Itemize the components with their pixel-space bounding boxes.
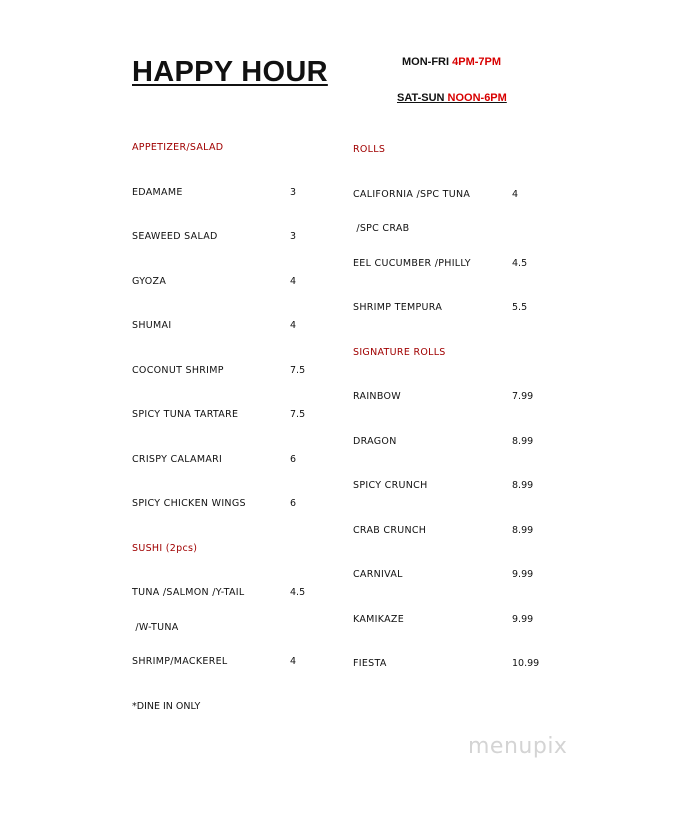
menu-item-price: 4 <box>290 320 297 331</box>
menu-item-price: 8.99 <box>512 436 534 447</box>
menu-item-price: 4 <box>290 276 297 287</box>
menu-item-price: 4.5 <box>512 258 528 269</box>
menu-item-name: SHRIMP TEMPURA <box>353 302 443 313</box>
section-title-sushi: SUSHI (2pcs) <box>132 543 198 554</box>
menu-item-name: GYOZA <box>132 276 167 287</box>
weekday-label: MON-FRI <box>402 56 450 68</box>
menu-item-price: 8.99 <box>512 480 534 491</box>
weekend-time: NOON-6PM <box>447 92 507 104</box>
menu-item-name: SPICY TUNA TARTARE <box>132 409 239 420</box>
menu-item-price: 9.99 <box>512 614 534 625</box>
menu-item-name: SHUMAI <box>132 320 172 331</box>
weekday-time: 4PM-7PM <box>452 56 502 68</box>
menu-item-price: 4 <box>512 189 519 200</box>
menu-item-name: RAINBOW <box>353 391 401 402</box>
menu-item-price: 7.99 <box>512 391 534 402</box>
menu-item-price: 3 <box>290 187 297 198</box>
menu-item-price: 4 <box>290 656 297 667</box>
section-title-appetizer: APPETIZER/SALAD <box>132 142 224 153</box>
dine-in-note: *DINE IN ONLY <box>132 701 201 712</box>
menu-item-price: 7.5 <box>290 365 306 376</box>
menu-item-price: 9.99 <box>512 569 534 580</box>
menu-item-price: 3 <box>290 231 297 242</box>
weekend-label: SAT-SUN <box>397 92 445 104</box>
menu-item-continuation: /SPC CRAB <box>353 223 410 234</box>
weekend-schedule <box>397 92 507 104</box>
section-title-signature: SIGNATURE ROLLS <box>353 347 446 358</box>
menu-item-name: CARNIVAL <box>353 569 403 580</box>
menu-item-price: 10.99 <box>512 658 540 669</box>
weekday-schedule <box>402 56 501 68</box>
menu-item-continuation: /W-TUNA <box>132 622 179 633</box>
menu-item-price: 6 <box>290 498 297 509</box>
menu-item-name: COCONUT SHRIMP <box>132 365 224 376</box>
menu-item-name: KAMIKAZE <box>353 614 405 625</box>
menu-item-price: 6 <box>290 454 297 465</box>
section-title-rolls: ROLLS <box>353 144 386 155</box>
menu-item-name: EDAMAME <box>132 187 183 198</box>
menu-item-name: TUNA /SALMON /Y-TAIL <box>132 587 245 598</box>
menu-item-name: SEAWEED SALAD <box>132 231 218 242</box>
menu-item-name: CALIFORNIA /SPC TUNA <box>353 189 471 200</box>
menu-item-name: EEL CUCUMBER /PHILLY <box>353 258 471 269</box>
menu-item-name: CRAB CRUNCH <box>353 525 427 536</box>
watermark-logo: menupix <box>468 734 568 759</box>
menu-item-price: 4.5 <box>290 587 306 598</box>
menu-item-name: CRISPY CALAMARI <box>132 454 223 465</box>
page-title: HAPPY HOUR <box>132 56 328 88</box>
menu-item-name: FIESTA <box>353 658 387 669</box>
menu-item-name: SPICY CRUNCH <box>353 480 428 491</box>
menu-item-name: SPICY CHICKEN WINGS <box>132 498 246 509</box>
menu-item-name: DRAGON <box>353 436 397 447</box>
menu-item-name: SHRIMP/MACKEREL <box>132 656 228 667</box>
menu-item-price: 8.99 <box>512 525 534 536</box>
menu-item-price: 5.5 <box>512 302 528 313</box>
menu-item-price: 7.5 <box>290 409 306 420</box>
